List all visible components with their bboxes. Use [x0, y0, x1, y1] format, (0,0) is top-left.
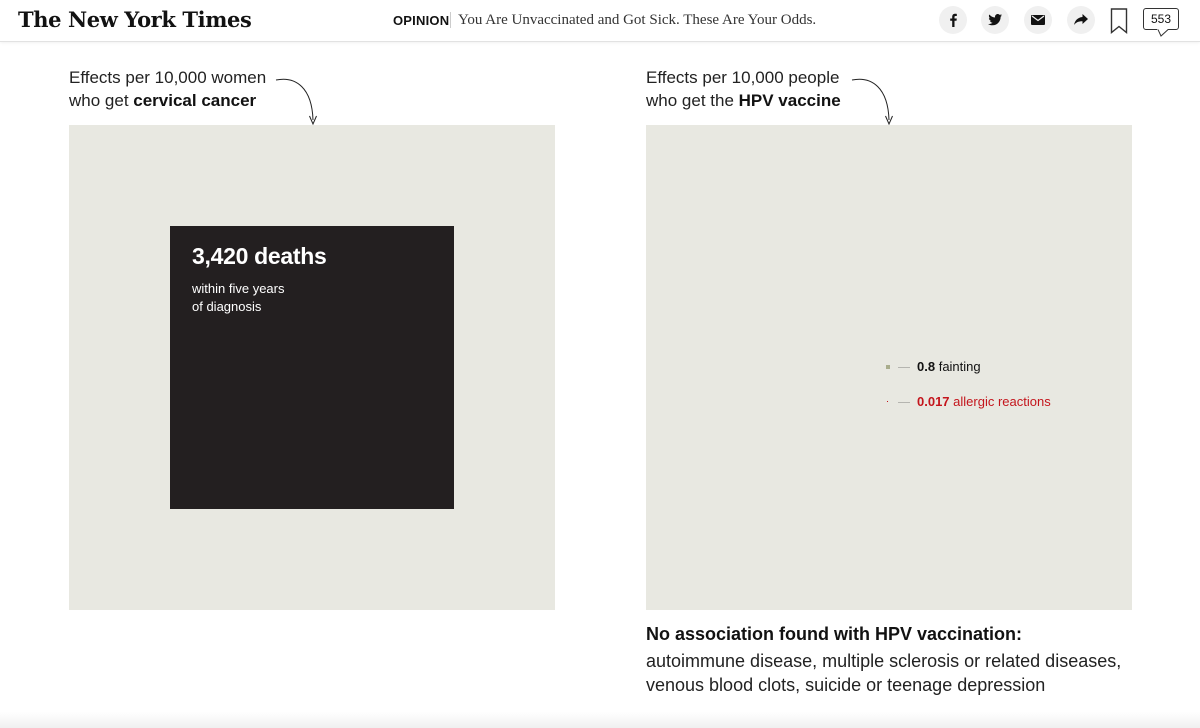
comment-bubble-tail-icon [1157, 29, 1169, 37]
no-association-title: No association found with HPV vaccination: [646, 624, 1023, 644]
comments-button[interactable]: 553 [1143, 8, 1179, 30]
allergic-leader-line [898, 402, 910, 403]
fainting-value: 0.8 [917, 359, 936, 374]
email-share-button[interactable] [1024, 6, 1052, 34]
right-caption-line1: Effects per 10,000 people [646, 68, 840, 87]
section-label[interactable]: OPINION [393, 13, 450, 28]
left-caption-line2 [69, 89, 266, 112]
left-caption-prefix: who get [69, 91, 134, 110]
facebook-share-button[interactable] [939, 6, 967, 34]
more-share-button[interactable] [1067, 6, 1095, 34]
left-caption-arrow-icon [274, 74, 324, 128]
twitter-icon [988, 14, 1002, 26]
no-association-line2: venous blood clots, suicide or teenage depression [646, 675, 1046, 695]
right-caption-line2 [646, 89, 841, 112]
bookmark-icon[interactable] [1110, 8, 1128, 34]
fainting-marker [886, 365, 890, 369]
header-divider [450, 12, 451, 28]
left-caption-line1: Effects per 10,000 women [69, 68, 267, 87]
deaths-value: 3,420 deaths [192, 243, 327, 269]
fainting-text: fainting [938, 359, 981, 374]
no-association-list [646, 649, 1166, 697]
right-caption-bold: HPV vaccine [738, 91, 841, 110]
left-caption [69, 66, 266, 112]
left-caption-bold: cervical cancer [133, 91, 257, 110]
right-caption-prefix: who get the [646, 91, 739, 110]
fainting-label [917, 359, 981, 374]
right-caption-arrow-icon [850, 74, 900, 128]
bottom-fade [0, 712, 1200, 728]
share-arrow-icon [1074, 14, 1088, 26]
allergic-value: 0.017 [917, 394, 950, 409]
allergic-marker [887, 401, 888, 402]
no-association-line1: autoimmune disease, multiple sclerosis or related diseases, [646, 651, 1122, 671]
top-bar [0, 0, 1200, 42]
deaths-subtitle [192, 280, 342, 316]
fainting-leader-line [898, 367, 910, 368]
deaths-subtitle-line1: within five years [192, 281, 285, 296]
deaths-square [170, 226, 454, 509]
deaths-subtitle-line2: of diagnosis [192, 299, 262, 314]
article-headline: You Are Unvaccinated and Got Sick. These Are Your Odds. [458, 12, 817, 28]
facebook-icon [947, 13, 959, 27]
twitter-share-button[interactable] [981, 6, 1009, 34]
right-caption [646, 66, 841, 112]
email-icon [1031, 15, 1045, 25]
allergic-label [917, 394, 1051, 409]
allergic-text: allergic reactions [953, 394, 1051, 409]
nyt-logo[interactable]: The New York Times [18, 7, 252, 32]
